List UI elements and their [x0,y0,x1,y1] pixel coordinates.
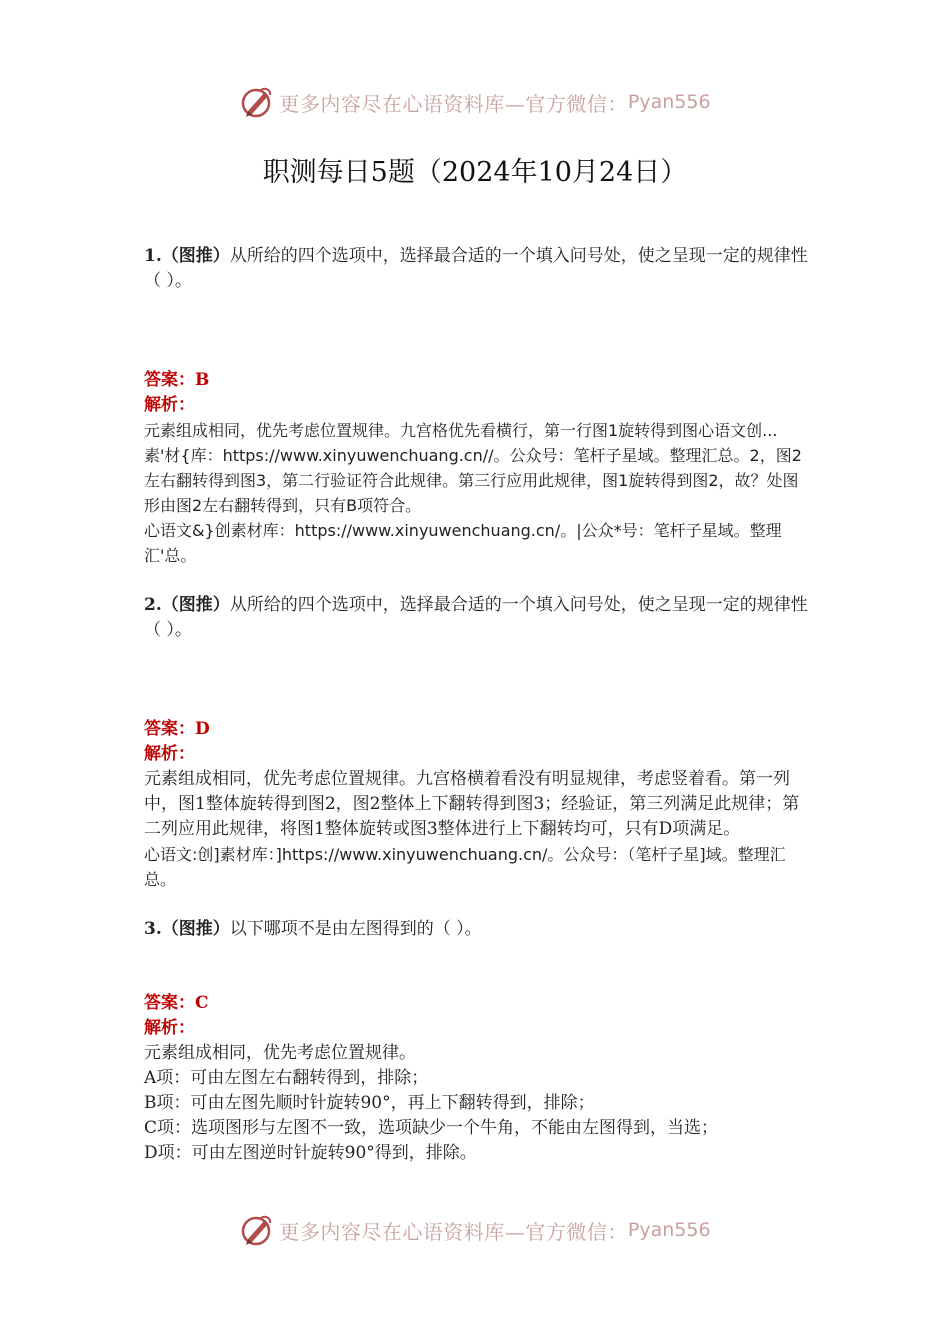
analysis-label: 解析： [144,744,195,764]
header-banner [0,82,950,122]
question-number: 3. [144,919,162,939]
question-2 [144,593,812,892]
analysis-label: 解析： [144,395,195,415]
question-stem [144,593,812,643]
banner-contact: Pyan556 [627,1219,711,1241]
banner-text: 更多内容尽在心语资料库—官方微信： [279,91,628,116]
question-3 [144,917,812,1166]
pen-logo-icon [239,84,275,120]
analysis-paragraph: 心语文&}创素材库：https://www.xinyuwenchuang.cn/。|公众*号：笔杆子星域。整理汇'总。 [144,521,782,565]
analysis-paragraph: 元素组成相同，优先考虑位置规律。九宫格横着看没有明显规律，考虑竖着看。第一列中，图1整体旋转得到图2，图2整体上下翻转得到图3；经验证，第三列满足此规律；第二列应用此规律，将图1整体旋转或图3整体进行上下翻转均可，只有D项满足。 [144,769,800,839]
question-stem [144,917,812,942]
question-tag: （图推） [161,919,230,939]
question-stem [144,244,812,294]
question-text: 从所给的四个选项中，选择最合适的一个填入问号处，使之呈现一定的规律性（ ）。 [144,595,808,640]
question-1 [144,244,812,568]
banner-text: 更多内容尽在心语资料库—官方微信： [279,1219,628,1244]
question-tag: （图推） [161,595,230,615]
page-title: 职测每日5题（2024年10月24日） [262,157,688,188]
banner-inner [239,84,710,120]
question-number: 1. [144,246,162,266]
question-tag: （图推） [161,246,230,266]
document-body [144,244,812,1166]
question-text: 从所给的四个选项中，选择最合适的一个填入问号处，使之呈现一定的规律性（ ）。 [144,246,808,291]
footer-banner [0,1210,950,1250]
analysis-paragraph: 元素组成相同，优先考虑位置规律。九宫格优先看横行，第一行图1旋转得到图心语文创...素'材{库：https://www.xinyuwenchuang.cn//。公众号：笔杆子星域。整理汇总。2，图2左右翻转得到图3，第二行验证符合此规律。第三行应用此规律，图1旋转得到图2，故？处图形由图2左右翻转得到，只有B项符合。 [144,421,802,515]
question-text: 以下哪项不是由左图得到的（ ）。 [229,919,482,939]
answer: 答案：D [144,719,210,739]
analysis-line: A项：可由左图左右翻转得到，排除； [144,1068,429,1088]
pen-logo-icon [239,1212,275,1248]
question-number: 2. [144,595,162,615]
analysis-line: D项：可由左图逆时针旋转90°得到，排除。 [144,1143,477,1163]
answer: 答案：B [144,370,210,390]
analysis-line: 元素组成相同，优先考虑位置规律。 [144,1043,416,1063]
answer: 答案：C [144,993,209,1013]
banner-inner [239,1212,710,1248]
analysis-paragraph: 心语文:创]素材库：]https://www.xinyuwenchuang.cn/。公众号：（笔杆子星]域。整理汇总。 [144,845,786,889]
analysis-label: 解析： [144,1018,195,1038]
analysis-line: C项：选项图形与左图不一致，选项缺少一个牛角，不能由左图得到，当选； [144,1118,719,1138]
banner-contact: Pyan556 [627,91,711,113]
analysis-line: B项：可由左图先顺时针旋转90°，再上下翻转得到，排除； [144,1093,595,1113]
